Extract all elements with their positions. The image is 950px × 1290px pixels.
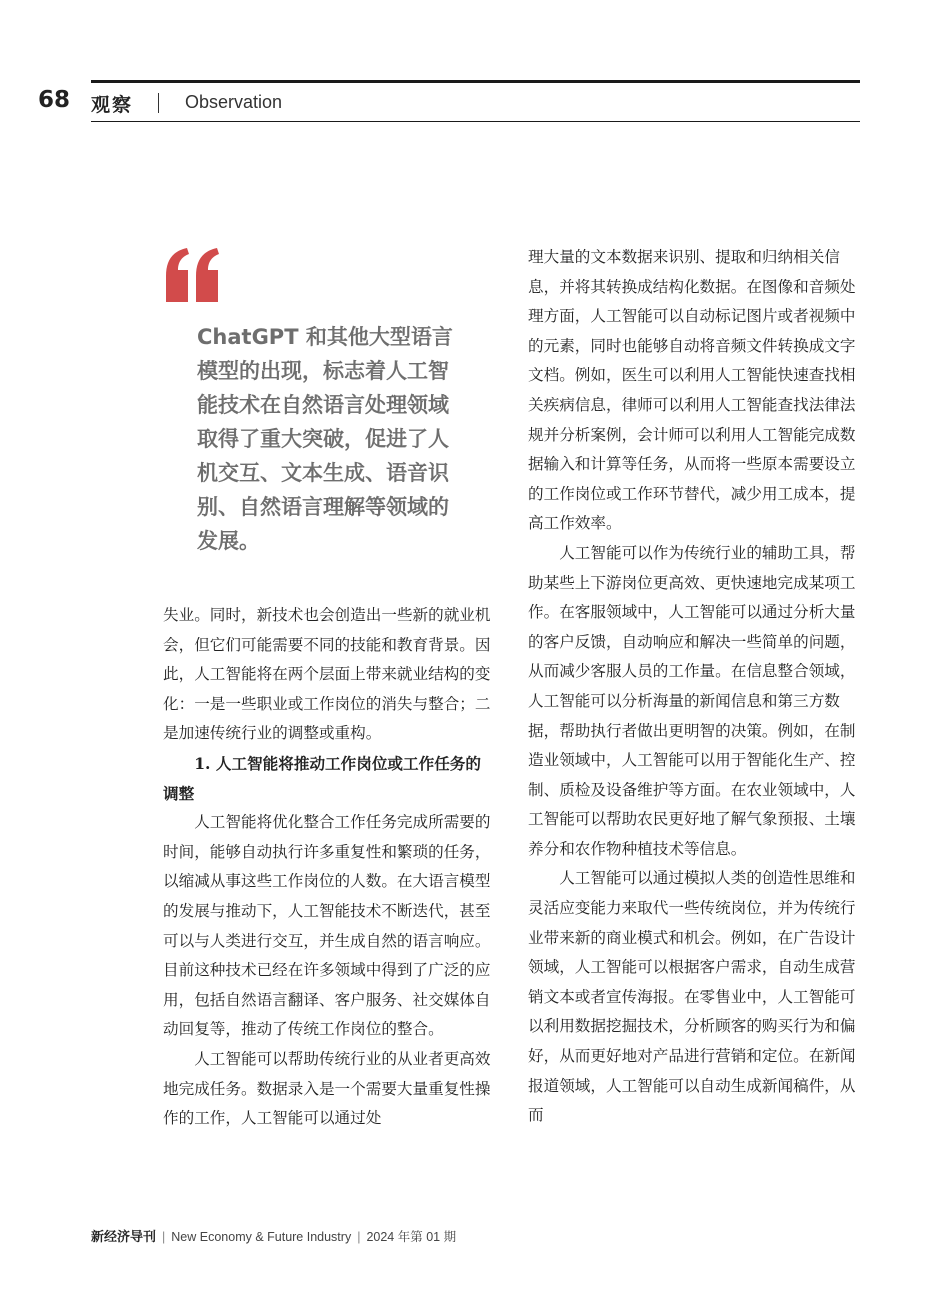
pull-quote bbox=[197, 320, 477, 558]
journal-brand: 新经济导刊 bbox=[91, 1230, 157, 1245]
section-heading: 1. 人工智能将推动工作岗位或工作任务的调整 bbox=[163, 753, 481, 803]
footer-separator: | bbox=[357, 1230, 361, 1244]
pull-quote-line: 别、自然语言理解等领域的 bbox=[197, 495, 449, 519]
journal-name-en: New Economy & Future Industry bbox=[171, 1230, 352, 1244]
header-bottom-rule bbox=[91, 121, 860, 122]
body-paragraph: 人工智能可以作为传统行业的辅助工具，帮助某些上下游岗位更高效、更快速地完成某项工作。在客服领域中，人工智能可以通过分析大量的客户反馈，自动响应和解决一些简单的问题，从而减少客服人员的工作量。在信息整合领域，人工智能可以分析海量的新闻信息和第三方数据，帮助执行者做出更明智的决策。例如，在制造业领域中，人工智能可以用于智能化生产、控制、质检及设备维护等方面。在农业领域中，人工智能可以帮助农民更好地了解气象预报、土壤养分和农作物种植技术等信息。 bbox=[528, 543, 856, 858]
body-paragraph: 失业。同时，新技术也会创造出一些新的就业机会，但它们可能需要不同的技能和教育背景。因此，人工智能将在两个层面上带来就业结构的变化：一是一些职业或工作岗位的消失与整合；二是加速传统行业的调整或重构。 bbox=[163, 606, 491, 743]
pull-quote-line: 模型的出现，标志着人工智 bbox=[197, 359, 449, 383]
issue-number: 2024 年第 01 期 bbox=[366, 1230, 457, 1244]
footer bbox=[91, 1226, 456, 1245]
header-top-rule bbox=[91, 80, 860, 83]
section-title-en: Observation bbox=[185, 92, 283, 112]
pull-quote-line: 能技术在自然语言处理领域 bbox=[197, 393, 449, 417]
body-paragraph: 理大量的文本数据来识别、提取和归纳相关信息，并将其转换成结构化数据。在图像和音频处理方面，人工智能可以自动标记图片或者视频中的元素，同时也能够自动将音频文件转换成文字文档。例如，医生可以利用人工智能快速查找相关疾病信息，律师可以利用人工智能查找法律法规并分析案例，会计师可以利用人工智能完成数据输入和计算等任务，从而将一些原本需要设立的工作岗位或工作环节替代，减少用工成本，提高工作效率。 bbox=[528, 248, 856, 533]
pull-quote-line: 取得了重大突破，促进了人 bbox=[197, 427, 449, 451]
body-paragraph: 人工智能将优化整合工作任务完成所需要的时间，能够自动执行许多重复性和繁琐的任务，以缩减从事这些工作岗位的人数。在大语言模型的发展与推动下，人工智能技术不断迭代，甚至可以与人类进行交互，并生成自然的语言响应。目前这种技术已经在许多领域中得到了广泛的应用，包括自然语言翻译、客户服务、社交媒体自动回复等，推动了传统工作岗位的整合。 bbox=[163, 813, 491, 1039]
pull-quote-line: 机交互、文本生成、语音识 bbox=[197, 461, 449, 485]
pull-quote-line: ChatGPT 和其他大型语言 bbox=[197, 325, 453, 349]
body-paragraph: 人工智能可以通过模拟人类的创造性思维和灵活应变能力来取代一些传统岗位，并为传统行业带来新的商业模式和机会。例如，在广告设计领域，人工智能可以根据客户需求，自动生成营销文本或者宣传海报。在零售业中，人工智能可以利用数据挖掘技术，分析顾客的购买行为和偏好，从而更好地对产品进行营销和定位。在新闻报道领域，人工智能可以自动生成新闻稿件，从而 bbox=[528, 869, 856, 1125]
right-column bbox=[528, 243, 861, 1131]
body-paragraph: 人工智能可以帮助传统行业的从业者更高效地完成任务。数据录入是一个需要大量重复性操作的工作，人工智能可以通过处 bbox=[163, 1049, 491, 1128]
page-number: 68 bbox=[38, 87, 71, 113]
section-title-cn: 观察 bbox=[91, 94, 134, 116]
left-double-quote-icon bbox=[163, 248, 223, 304]
footer-separator: | bbox=[162, 1230, 166, 1244]
pull-quote-line: 发展。 bbox=[197, 529, 260, 553]
header-divider bbox=[158, 93, 159, 113]
left-column bbox=[163, 601, 496, 1134]
